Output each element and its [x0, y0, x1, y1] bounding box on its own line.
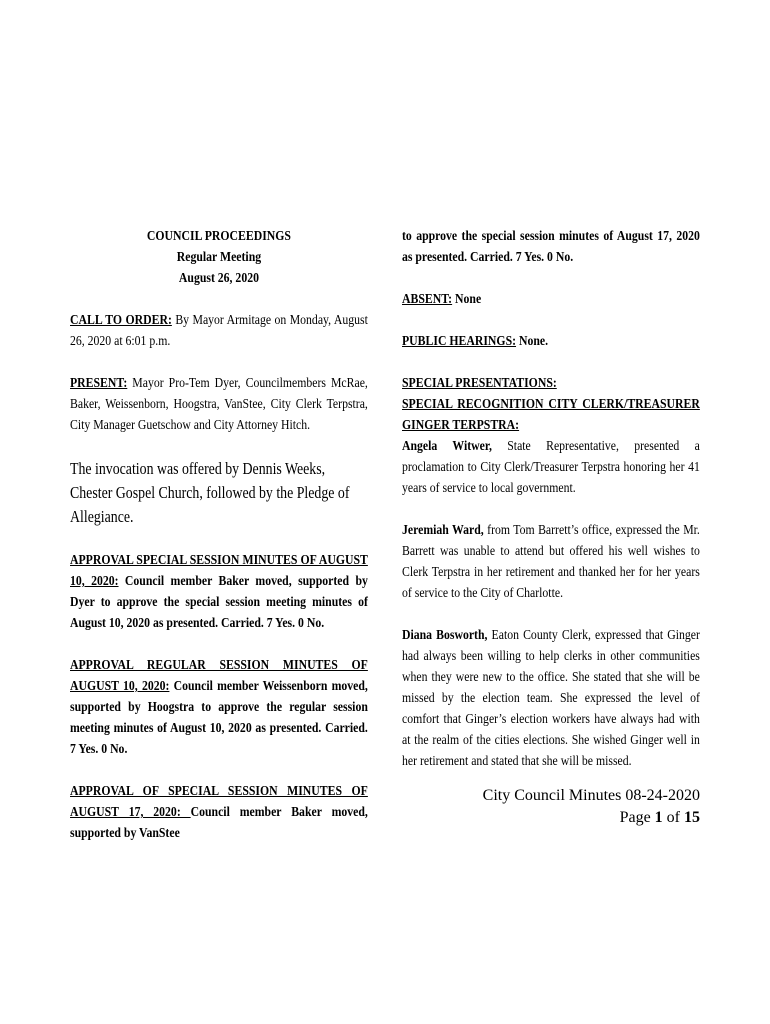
document-title: COUNCIL PROCEEDINGS	[146, 229, 291, 244]
page-prefix: Page	[619, 809, 655, 826]
document-header	[70, 226, 368, 289]
call-to-order-heading: CALL TO ORDER:	[70, 313, 172, 328]
page-current: 1	[654, 809, 663, 826]
present-heading: PRESENT:	[70, 376, 128, 391]
public-hearings-paragraph	[402, 331, 700, 352]
absent-heading: ABSENT:	[402, 292, 453, 307]
right-column-content	[402, 226, 700, 772]
approval-special-aug17-heading: APPROVAL OF SPECIAL SESSION MINUTES OF AUGUST 17, 2020:	[70, 784, 368, 820]
meeting-type: Regular Meeting	[176, 250, 262, 265]
approval-special-aug10-text: Council member Baker moved, supported by Dyer to approve the special session meeting minutes of August 10, 2020 as presented. Carried. 7 Yes. 0 No.	[70, 574, 368, 631]
left-column	[70, 226, 368, 844]
present-text: Mayor Pro-Tem Dyer, Councilmembers McRae, Baker, Weissenborn, Hoogstra, VanStee, City Clerk Terpstra, City Manager Guetschow and City Attorney Hitch.	[70, 376, 368, 433]
ward-name: Jeremiah Ward,	[402, 523, 484, 538]
witwer-paragraph	[402, 436, 700, 499]
absent-paragraph	[402, 289, 700, 310]
public-hearings-text: None.	[516, 334, 549, 349]
special-recognition-heading: SPECIAL RECOGNITION CITY CLERK/TREASURER GINGER TERPSTRA:	[402, 397, 700, 433]
bosworth-text: Eaton County Clerk, expressed that Ginger had always been willing to help clerks in other communities when they were new to the office. She stated that she will be missed by the election team. She expressed the level of comfort that Ginger’s election workers have always had with at the realm of the cities elections. She wished Ginger well in her retirement and stated that she will be missed.	[402, 628, 700, 769]
approval-regular-aug10-heading: APPROVAL REGULAR SESSION MINUTES OF AUGUST 10, 2020:	[70, 658, 368, 694]
special-presentations-heading: SPECIAL PRESENTATIONS:	[402, 376, 557, 391]
approval-special-aug17-paragraph	[70, 781, 368, 844]
public-hearings-heading: PUBLIC HEARINGS:	[402, 334, 517, 349]
witwer-text: State Representative, presented a proclamation to City Clerk/Treasurer Terpstra honoring her 41 years of service to local government.	[402, 439, 700, 496]
page-of: of	[662, 809, 684, 826]
present-paragraph	[70, 373, 368, 436]
page-total: 15	[684, 809, 700, 826]
bosworth-paragraph	[402, 625, 700, 772]
approval-special-aug10-paragraph	[70, 550, 368, 634]
absent-text: None	[452, 292, 482, 307]
right-column	[402, 226, 700, 772]
approval-regular-aug10-text: Council member Weissenborn moved, supported by Hoogstra to approve the regular session meeting minutes of August 10, 2020 as presented. Carried. 7 Yes. 0 No.	[70, 679, 368, 757]
approval-regular-aug10-paragraph	[70, 655, 368, 760]
bosworth-name: Diana Bosworth,	[402, 628, 488, 643]
witwer-name: Angela Witwer,	[402, 439, 492, 454]
approval-special-aug10-heading: APPROVAL SPECIAL SESSION MINUTES OF AUGUST 10, 2020:	[70, 553, 368, 589]
call-to-order-paragraph	[70, 310, 368, 352]
call-to-order-text: By Mayor Armitage on Monday, August 26, 2020 at 6:01 p.m.	[70, 313, 368, 349]
ward-text: from Tom Barrett’s office, expressed the Mr. Barrett was unable to attend but offered his well wishes to Clerk Terpstra in her retirement and thanked her for her years of service to the City of Charlotte.	[402, 523, 700, 601]
page-number	[402, 807, 700, 829]
footer-doc-title: City Council Minutes 08-24-2020	[482, 787, 700, 804]
ward-paragraph	[402, 520, 700, 604]
meeting-date: August 26, 2020	[178, 271, 259, 286]
approval-special-aug17-continued: to approve the special session minutes of August 17, 2020 as presented. Carried. 7 Yes. 0 No.	[402, 229, 700, 265]
page-footer	[402, 785, 700, 829]
left-column-content	[70, 226, 368, 844]
invocation-paragraph: The invocation was offered by Dennis Weeks, Chester Gospel Church, followed by the Pledge of Allegiance.	[70, 459, 350, 526]
approval-special-aug17-text: Council member Baker moved, supported by VanStee	[70, 805, 368, 841]
